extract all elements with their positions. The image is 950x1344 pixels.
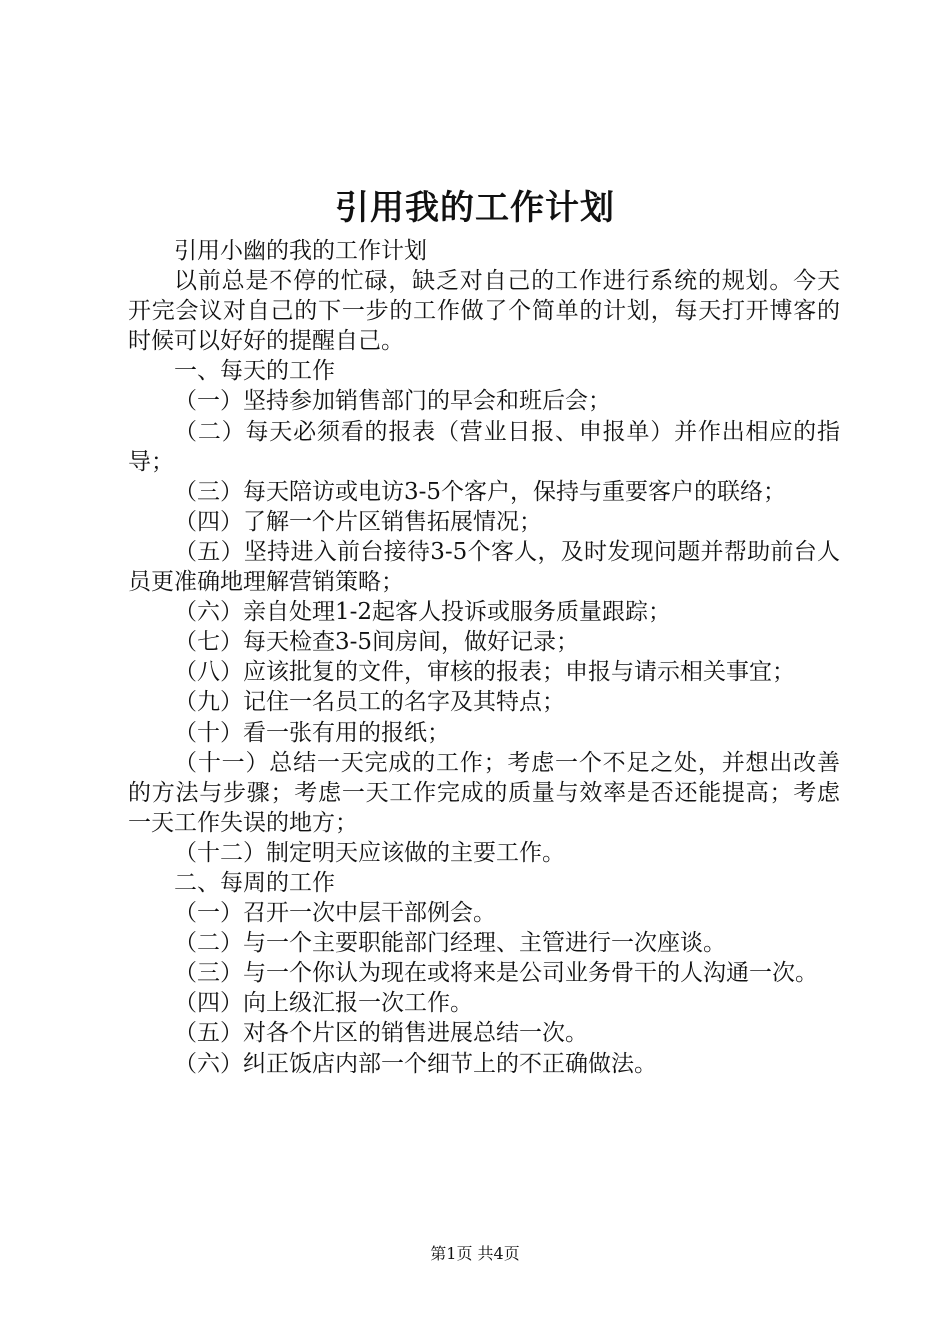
page-number-footer: 第1页 共4页 bbox=[430, 1244, 520, 1263]
document-title: 引用我的工作计划 bbox=[335, 188, 615, 228]
list-item: （七）每天检查3-5间房间，做好记录； bbox=[174, 629, 580, 656]
list-item: （六）纠正饭店内部一个细节上的不正确做法。 bbox=[174, 1050, 657, 1077]
list-item: （六）亲自处理1-2起客人投诉或服务质量跟踪； bbox=[174, 599, 672, 626]
list-item: （一）坚持参加销售部门的早会和班后会； bbox=[174, 388, 611, 415]
list-item: （十）看一张有用的报纸； bbox=[174, 719, 450, 746]
list-item: （五）对各个片区的销售进展总结一次。 bbox=[174, 1020, 588, 1047]
list-item: （八）应该批复的文件，审核的报表；申报与请示相关事宜； bbox=[174, 659, 795, 686]
paragraph: 以前总是不停的忙碌，缺乏对自己的工作进行系统的规划。今天开完会议对自己的下一步的工作做了个简单的计划，每天打开博客的时候可以好好的提醒自己。 bbox=[128, 268, 840, 355]
list-item: （二）与一个主要职能部门经理、主管进行一次座谈。 bbox=[174, 930, 726, 957]
list-item: （四）了解一个片区销售拓展情况； bbox=[174, 508, 542, 535]
section-heading: 二、每周的工作 bbox=[174, 869, 335, 896]
paragraph: 引用小幽的我的工作计划 bbox=[174, 238, 427, 264]
list-item: （二）每天必须看的报表（营业日报、申报单）并作出相应的指导； bbox=[128, 418, 840, 475]
list-item: （三）每天陪访或电访3-5个客户，保持与重要客户的联络； bbox=[174, 478, 787, 505]
list-item: （五）坚持进入前台接待3-5个客人，及时发现问题并帮助前台人员更准确地理解营销策略； bbox=[128, 538, 840, 596]
list-item: （一）召开一次中层干部例会。 bbox=[174, 900, 496, 927]
section-heading: 一、每天的工作 bbox=[174, 358, 335, 385]
list-item: （十一）总结一天完成的工作；考虑一个不足之处，并想出改善的方法与步骤；考虑一天工作完成的质量与效率是否还能提高；考虑一天工作失误的地方； bbox=[128, 749, 840, 836]
document-body bbox=[128, 236, 840, 1079]
list-item: （十二）制定明天应该做的主要工作。 bbox=[174, 839, 565, 866]
list-item: （四）向上级汇报一次工作。 bbox=[174, 990, 473, 1017]
list-item: （九）记住一名员工的名字及其特点； bbox=[174, 689, 565, 716]
list-item: （三）与一个你认为现在或将来是公司业务骨干的人沟通一次。 bbox=[174, 960, 818, 987]
